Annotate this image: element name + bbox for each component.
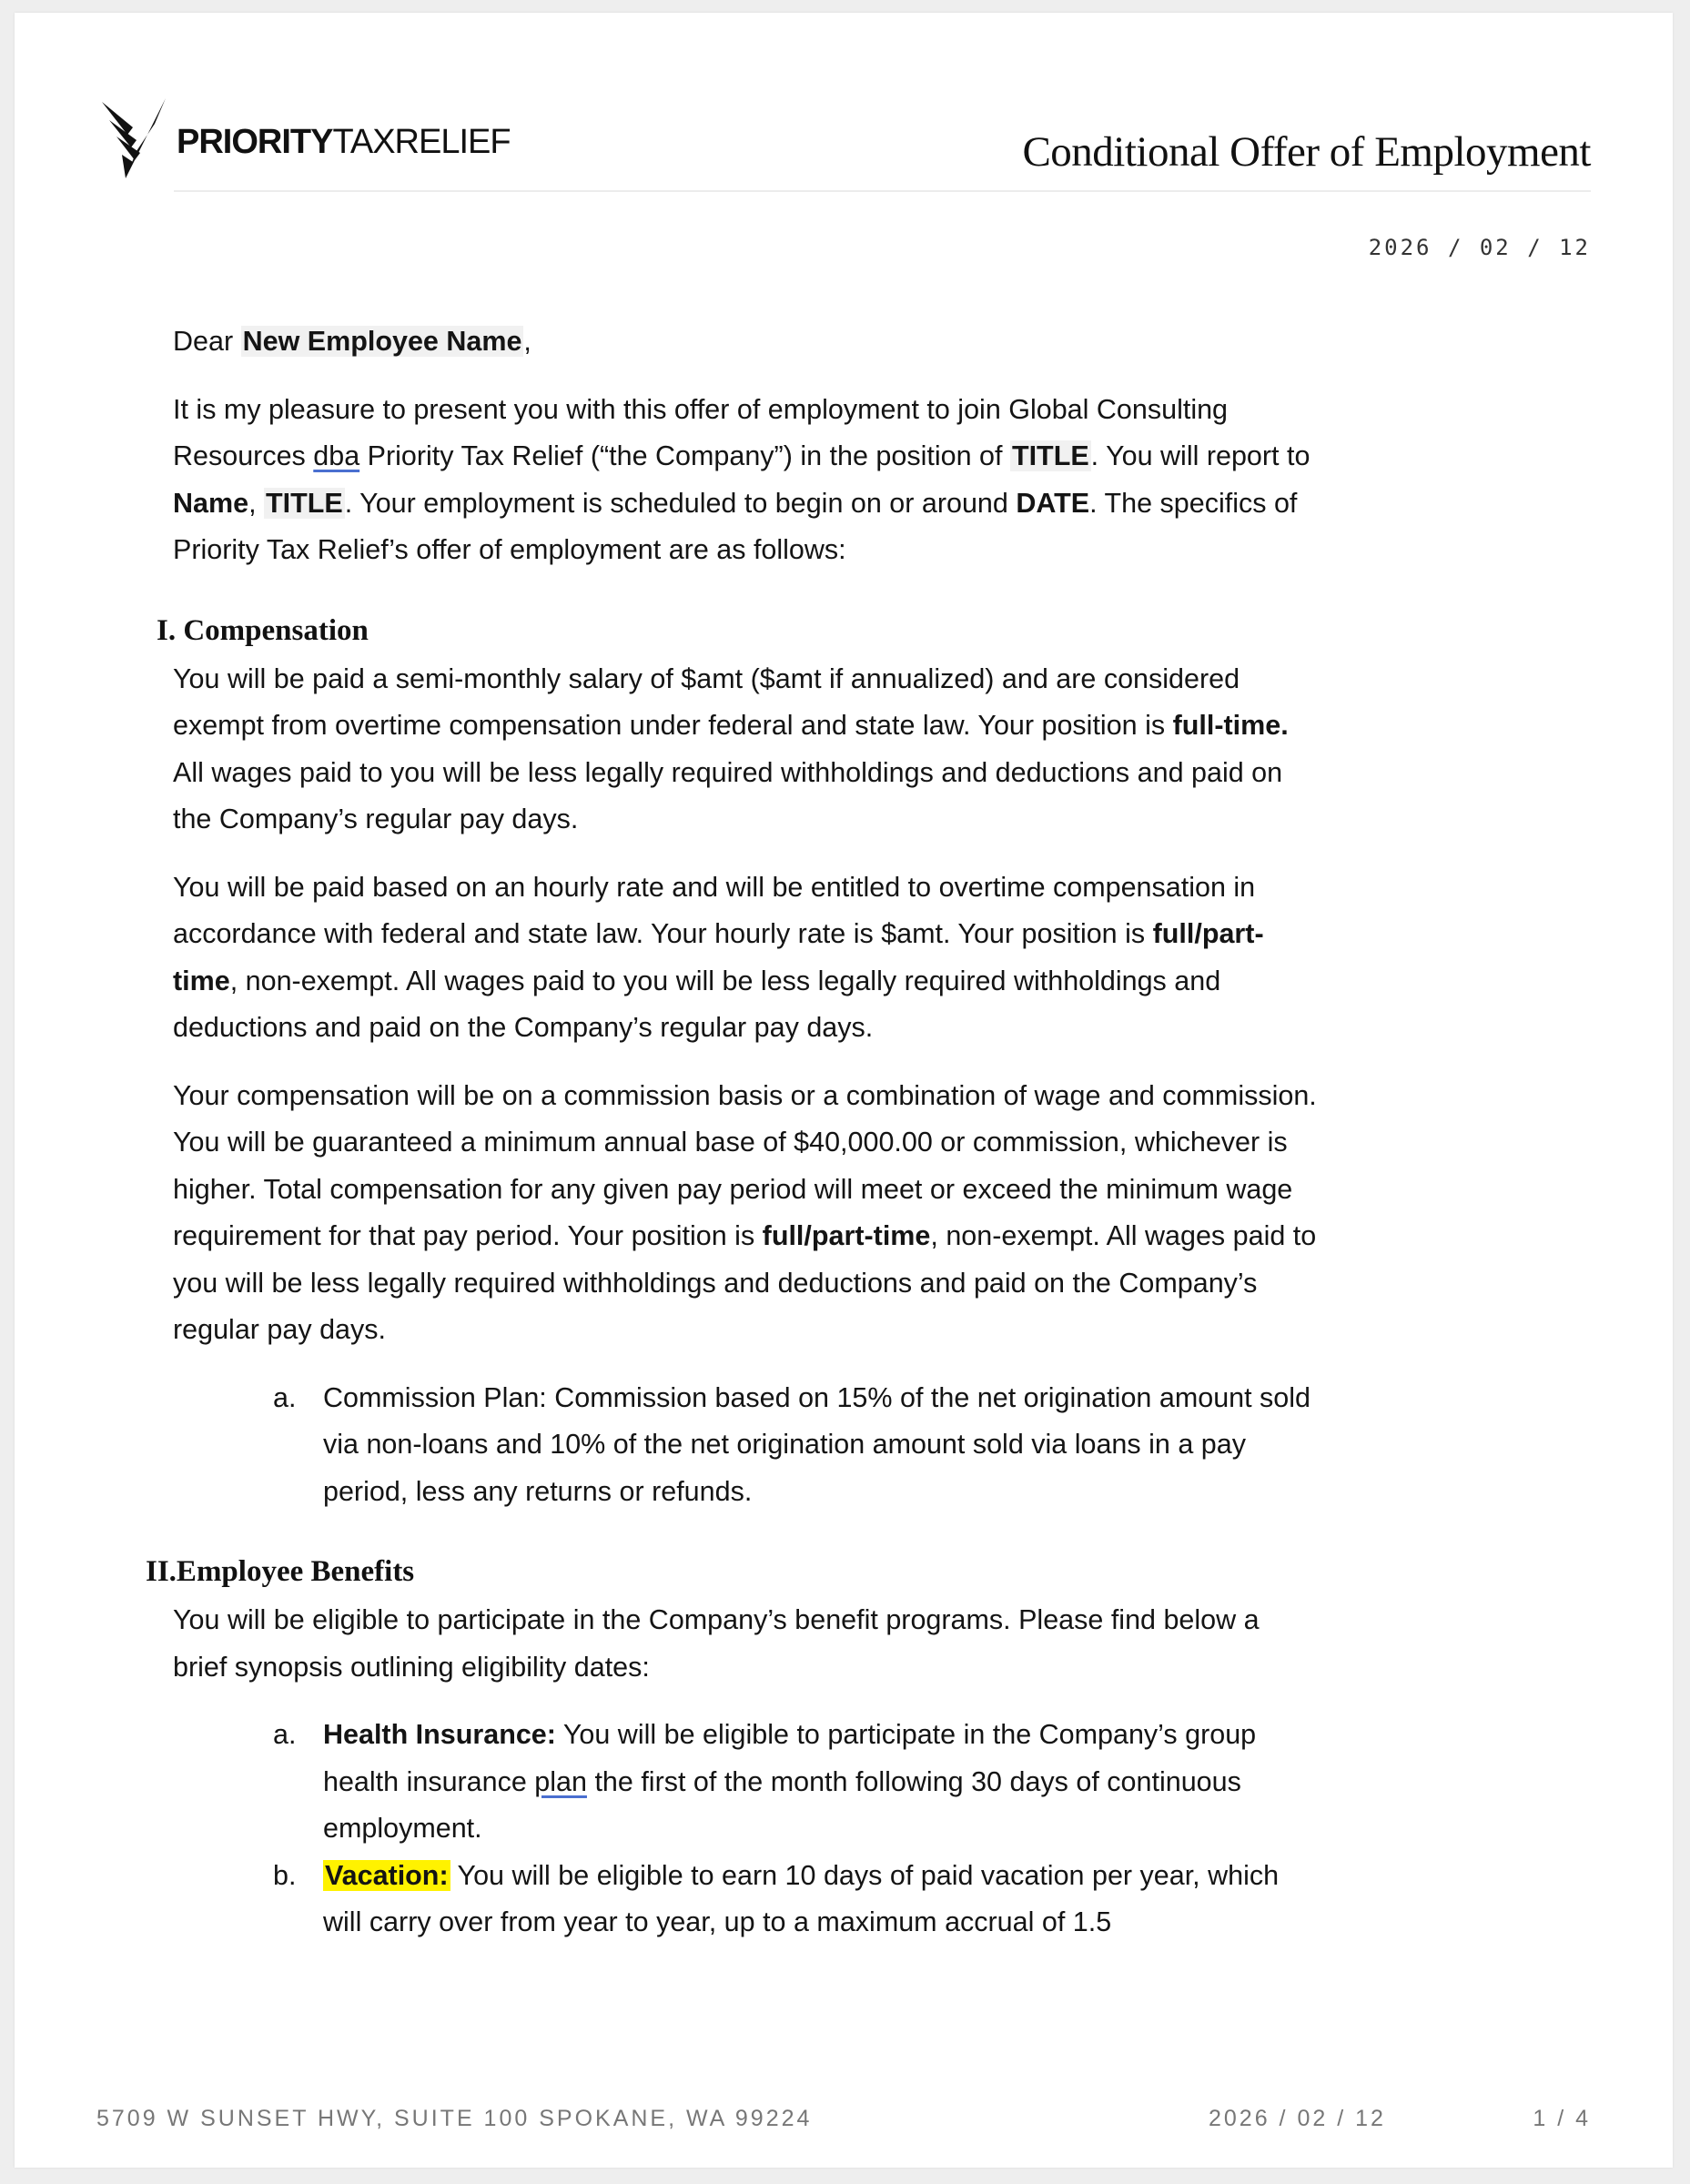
manager-title-field: TITLE <box>266 487 343 519</box>
title-field: TITLE <box>1011 440 1089 471</box>
header-date: 2026 / 02 / 12 <box>1368 235 1591 260</box>
document-page <box>15 13 1673 2168</box>
document-title: Conditional Offer of Employment <box>1022 128 1591 176</box>
list-item-health: a. Health Insurance: You will be eligible to participate in the Company’s group health insurance plan the first of the month following 30 days of continuous employment. <box>273 1719 1257 1844</box>
logo-mark-icon <box>100 96 173 180</box>
footer-address: 5709 W SUNSET HWY, SUITE 100 SPOKANE, WA 99224 <box>96 2106 813 2131</box>
logo-wordmark: PRIORITYTAXRELIEF <box>177 122 511 161</box>
dba-term: dba <box>313 440 360 471</box>
start-date-field: DATE <box>1016 487 1090 519</box>
compensation-list <box>273 1375 1320 1516</box>
letter-body <box>146 318 1320 1965</box>
compensation-hourly-paragraph: You will be paid based on an hourly rate and will be entitled to overtime compensation in accordance with federal and state law. Your hourly rate is $amt. Your position is full/part-time, non-exempt. All wages paid to you will be less legally required withholdings and deductions and paid on the Company’s regular pay days. <box>173 871 1264 1043</box>
company-logo <box>100 96 511 180</box>
list-item-vacation: b. Vacation: You will be eligible to earn 10 days of paid vacation per year, which will carry over from year to year, up to a maximum accrual of 1.5 <box>273 1859 1280 1937</box>
compensation-salary-paragraph: You will be paid a semi-monthly salary of $amt ($amt if annualized) and are considered exempt from overtime compensation under federal and state law. Your position is full-time. All wages paid to you will be less legally required withholdings and deductions and paid on the Company’s regular pay days. <box>173 662 1289 834</box>
plan-term: plan <box>534 1765 587 1797</box>
vacation-highlight: Vacation: <box>325 1859 449 1891</box>
compensation-commission-paragraph: Your compensation will be on a commission basis or a combination of wage and commission. You will be guaranteed a minimum annual base of $40,000.00 or commission, whichever is higher. Total compensation for any given pay period will meet or exceed the minimum wage requirement for that pay period. Your position is full/part-time, non-exempt. All wages paid to you will be less legally required withholdings and deductions and paid on the Company’s regular pay days. <box>173 1079 1317 1345</box>
header-divider <box>174 190 1591 192</box>
list-item: a. Commission Plan: Commission based on 15% of the net origination amount sold via non-loans and 10% of the net origination amount sold via loans in a pay period, less any returns or refunds. <box>273 1381 1311 1507</box>
section-heading-benefits: II.Employee Benefits <box>146 1555 415 1588</box>
footer-date: 2026 / 02 / 12 <box>1209 2106 1386 2131</box>
page-number: 1 / 4 <box>1533 2106 1591 2131</box>
intro-paragraph: It is my pleasure to present you with this offer of employment to join Global Consulting Resources dba Priority Tax Relief (“the Company”) in the position of TITLE. You will report to Name, TITLE. Your employment is scheduled to begin on or around DATE. The specifics of Priority Tax Relief’s offer of employment are as follows: <box>173 393 1311 565</box>
section-heading-compensation: I. Compensation <box>157 613 369 647</box>
salutation: Dear New Employee Name, <box>173 326 531 357</box>
employee-name-field: New Employee Name <box>242 326 522 357</box>
benefits-list <box>273 1712 1320 1946</box>
manager-name-field: Name <box>173 487 249 519</box>
benefits-intro-paragraph: You will be eligible to participate in the Company’s benefit programs. Please find below a brief synopsis outlining eligibility dates: <box>173 1604 1260 1683</box>
